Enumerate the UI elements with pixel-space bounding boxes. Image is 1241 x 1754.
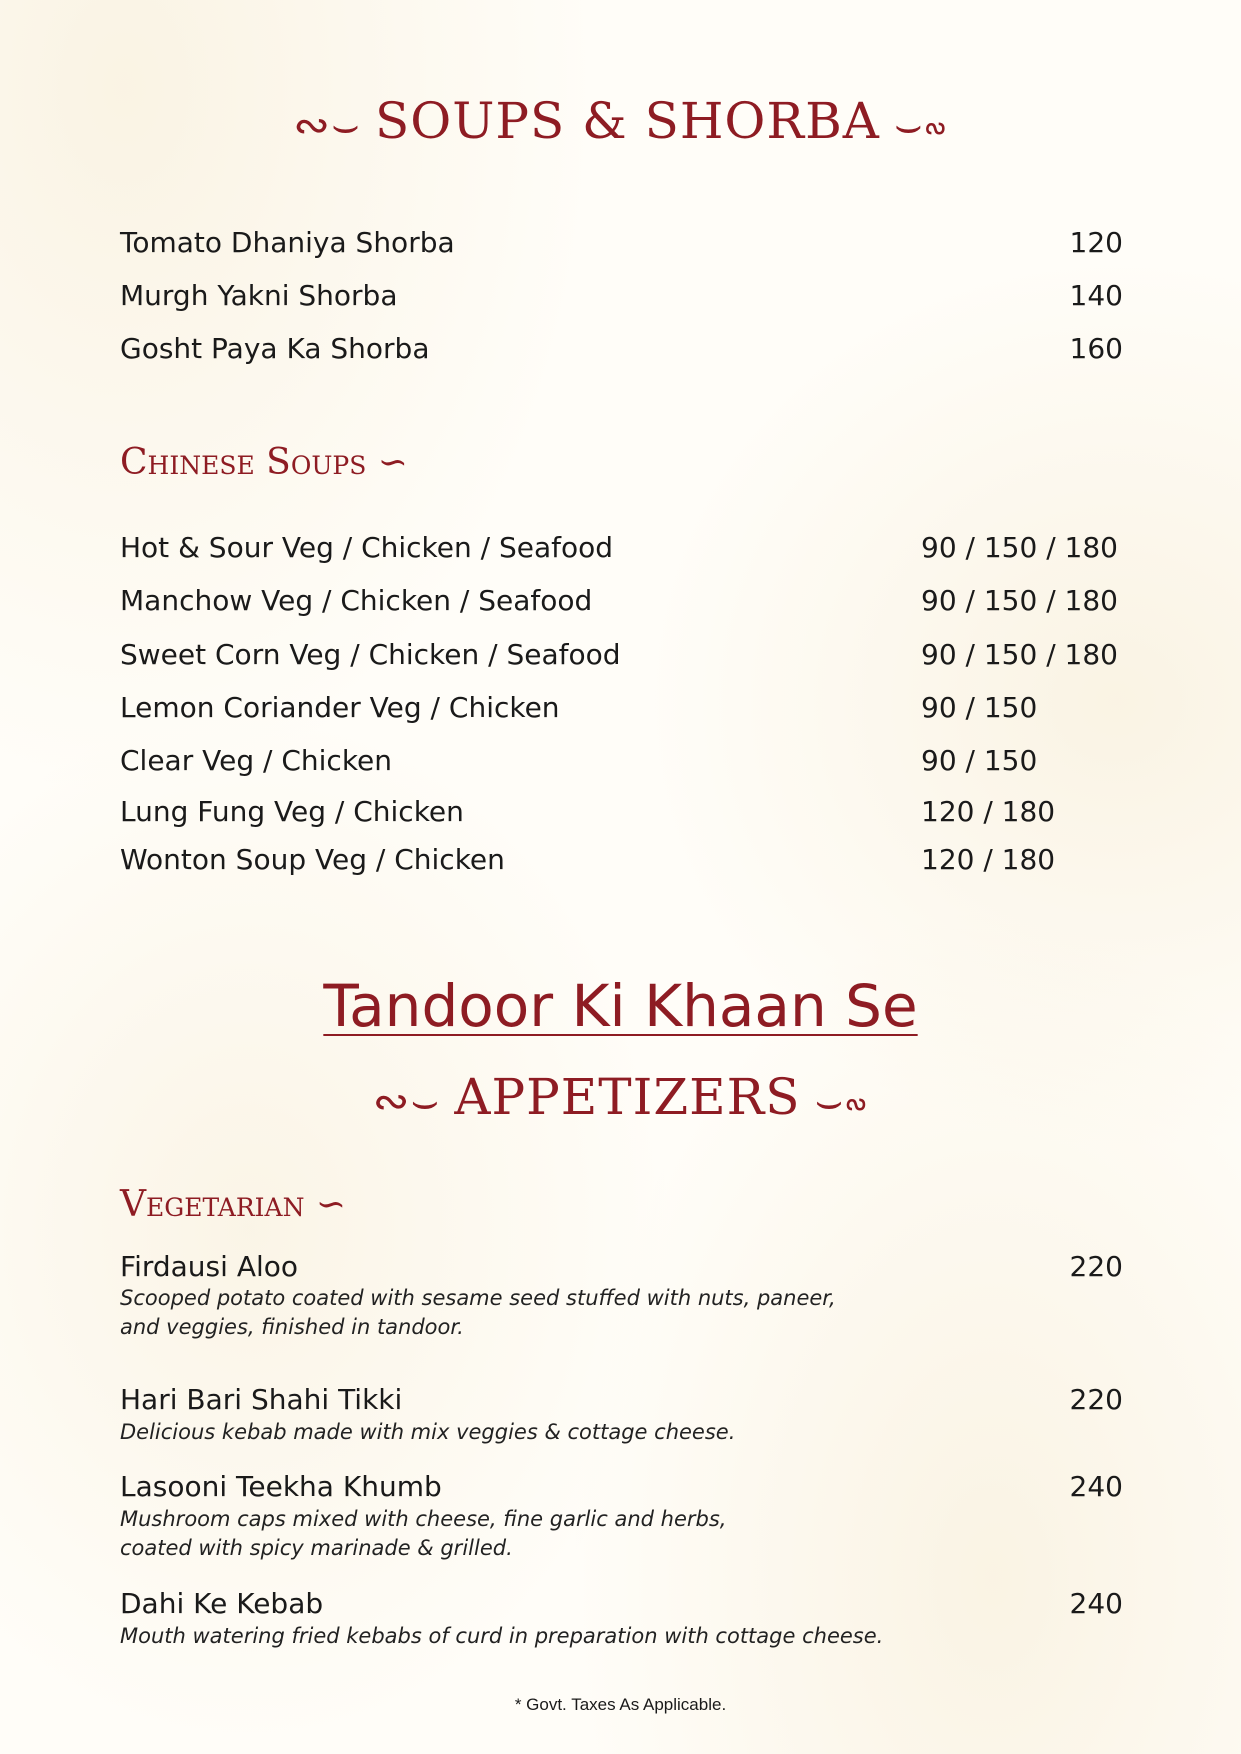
desc-line: Mouth watering fried kebabs of curd in preparation with cottage cheese. bbox=[120, 1624, 884, 1648]
menu-item-name: Murgh Yakni Shorba bbox=[120, 279, 398, 312]
menu-item-name: Gosht Paya Ka Shorba bbox=[120, 332, 430, 365]
vegetarian-heading bbox=[120, 1184, 346, 1225]
desc-line: Mushroom caps mixed with cheese, fine garlic and herbs, bbox=[120, 1507, 727, 1531]
menu-item-name: Sweet Corn Veg / Chicken / Seafood bbox=[120, 638, 621, 671]
menu-item-name: Lasooni Teekha Khumb bbox=[120, 1470, 442, 1503]
menu-item-price: 120 / 180 bbox=[921, 843, 1056, 876]
desc-line: coated with spicy marinade & grilled. bbox=[120, 1536, 513, 1560]
swirl-ornament-icon: ∾⌣ bbox=[372, 1075, 441, 1127]
menu-item-price: 220 bbox=[1069, 1383, 1123, 1416]
menu-item-name: Hari Bari Shahi Tikki bbox=[120, 1383, 403, 1416]
menu-item-price: 120 bbox=[1069, 226, 1123, 259]
swirl-ornament-icon: ∾⌣ bbox=[293, 99, 361, 151]
menu-item-price: 90 / 150 bbox=[921, 691, 1038, 724]
menu-item-price: 160 bbox=[1069, 332, 1123, 365]
menu-item-price: 90 / 150 / 180 bbox=[921, 584, 1118, 617]
menu-item-price: 90 / 150 bbox=[921, 744, 1038, 777]
menu-item-price: 90 / 150 / 180 bbox=[921, 638, 1118, 671]
heading-text: SOUPS & SHORBA bbox=[375, 92, 880, 150]
menu-item-name: Lung Fung Veg / Chicken bbox=[120, 795, 464, 828]
appetizers-heading bbox=[0, 1068, 1241, 1127]
tandoor-heading bbox=[0, 972, 1241, 1040]
menu-item-price: 90 / 150 / 180 bbox=[921, 531, 1118, 564]
swirl-ornament-icon: ⌣∾ bbox=[893, 99, 948, 151]
menu-item-price: 220 bbox=[1069, 1250, 1123, 1283]
menu-item-name: Manchow Veg / Chicken / Seafood bbox=[120, 584, 593, 617]
tax-footnote: * Govt. Taxes As Applicable. bbox=[514, 1695, 727, 1714]
swirl-ornament-icon: ∽ bbox=[377, 442, 408, 483]
menu-item-price: 140 bbox=[1069, 279, 1123, 312]
desc-line: and veggies, finished in tandoor. bbox=[120, 1315, 464, 1339]
menu-item-name: Dahi Ke Kebab bbox=[120, 1587, 324, 1620]
desc-line: Delicious kebab made with mix veggies & cottage cheese. bbox=[120, 1420, 736, 1444]
heading-text: Vegetarian bbox=[120, 1184, 305, 1225]
heading-text: Tandoor Ki Khaan Se bbox=[323, 972, 918, 1040]
swirl-ornament-icon: ⌣∾ bbox=[814, 1075, 869, 1127]
menu-item-name: Lemon Coriander Veg / Chicken bbox=[120, 691, 560, 724]
menu-item-name: Tomato Dhaniya Shorba bbox=[120, 226, 455, 259]
menu-item-description bbox=[120, 1284, 836, 1342]
desc-line: Scooped potato coated with sesame seed stuffed with nuts, paneer, bbox=[120, 1286, 836, 1310]
heading-text: APPETIZERS bbox=[454, 1068, 801, 1126]
menu-item-name: Wonton Soup Veg / Chicken bbox=[120, 843, 505, 876]
soups-shorba-heading bbox=[0, 92, 1241, 151]
menu-item-name: Firdausi Aloo bbox=[120, 1250, 299, 1283]
menu-item-price: 240 bbox=[1069, 1470, 1123, 1503]
chinese-soups-heading bbox=[120, 442, 408, 483]
menu-item-name: Hot & Sour Veg / Chicken / Seafood bbox=[120, 531, 614, 564]
heading-text: Chinese Soups bbox=[120, 442, 367, 483]
menu-item-description bbox=[120, 1622, 883, 1651]
menu-item-description bbox=[120, 1418, 735, 1447]
menu-item-price: 120 / 180 bbox=[921, 795, 1056, 828]
menu-item-name: Clear Veg / Chicken bbox=[120, 744, 393, 777]
menu-item-price: 240 bbox=[1069, 1587, 1123, 1620]
menu-item-description bbox=[120, 1505, 726, 1563]
swirl-ornament-icon: ∽ bbox=[315, 1184, 347, 1225]
